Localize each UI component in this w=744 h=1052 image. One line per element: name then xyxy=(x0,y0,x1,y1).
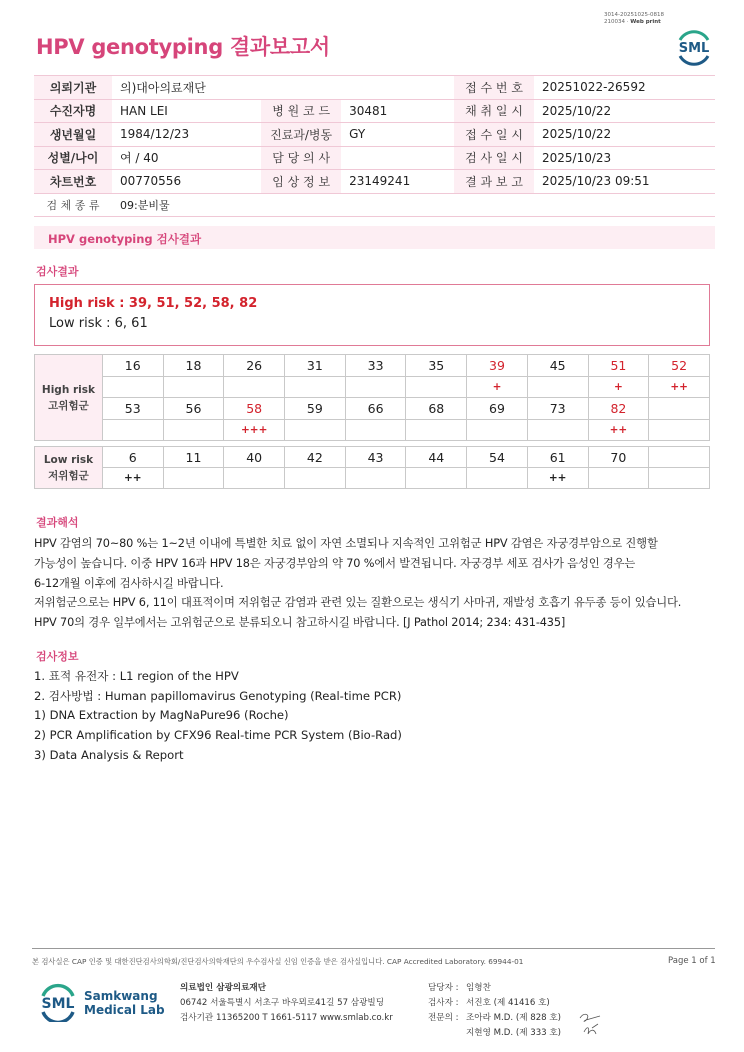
hpv-result-cell xyxy=(224,468,285,489)
hpv-type-cell: 40 xyxy=(224,447,285,468)
sml-logo-icon xyxy=(38,982,78,1022)
info-label: 의뢰기관 xyxy=(34,76,112,100)
hpv-type-cell: 39 xyxy=(467,355,528,377)
staff-row xyxy=(428,1026,561,1041)
hpv-type-cell: 45 xyxy=(527,355,588,377)
test-info-line: 2. 검사방법 : Human papillomavirus Genotyping (Real-time PCR) xyxy=(34,688,402,703)
hpv-type-cell xyxy=(649,447,710,468)
hpv-result-cell xyxy=(406,468,467,489)
hpv-result-cell: ++ xyxy=(527,468,588,489)
hpv-type-cell: 31 xyxy=(285,355,346,377)
svg-text:SML: SML xyxy=(678,41,710,56)
grid-label-en: Low risk xyxy=(43,453,94,466)
sml-logo xyxy=(674,26,714,66)
grid-type-row xyxy=(35,447,710,468)
staff-role: 전문의 : xyxy=(428,1013,459,1023)
staff-name: 서진호 (제 41416 호) xyxy=(466,998,550,1008)
hpv-type-cell: 18 xyxy=(163,355,224,377)
info-row xyxy=(34,146,715,170)
signature-image xyxy=(578,1010,612,1038)
interpretation-line: 저위험군으로는 HPV 6, 11이 대표적이며 저위험군 감염과 관련 있는 질환으로는 생식기 사마귀, 재발성 호흡기 유두종 등이 있습니다. xyxy=(34,596,682,610)
test-info-line: 1. 표적 유전자 : L1 region of the HPV xyxy=(34,669,239,683)
info-label: 임 상 정 보 xyxy=(261,170,341,194)
hpv-result-cell xyxy=(527,419,588,441)
interpretation-line: 6-12개월 이후에 검사하시길 바랍니다. xyxy=(34,576,224,590)
hpv-result-cell xyxy=(345,376,406,398)
hpv-type-cell: 16 xyxy=(102,355,163,377)
info-label: 담 당 의 사 xyxy=(261,146,341,170)
info-label: 차트번호 xyxy=(34,170,112,194)
info-value: 30481 xyxy=(341,99,454,123)
staff-role: 담당자 : xyxy=(428,983,459,993)
info-value: 2025/10/23 xyxy=(534,146,715,170)
info-value: 2025/10/22 xyxy=(534,123,715,147)
hpv-result-cell xyxy=(163,468,224,489)
hpv-result-cell xyxy=(163,376,224,398)
hpv-type-cell: 53 xyxy=(102,398,163,420)
hpv-result-cell xyxy=(649,419,710,441)
grid-label-en: High risk xyxy=(41,383,95,396)
hpv-type-cell: 11 xyxy=(163,447,224,468)
info-row xyxy=(34,76,715,100)
hpv-type-cell: 56 xyxy=(163,398,224,420)
info-label: 성별/나이 xyxy=(34,146,112,170)
staff-name: 임형찬 xyxy=(466,983,491,993)
info-value: HAN LEI xyxy=(112,99,261,123)
info-label: 채 취 일 시 xyxy=(454,99,534,123)
hpv-type-cell: 43 xyxy=(345,447,406,468)
hpv-result-cell xyxy=(345,468,406,489)
hpv-result-cell xyxy=(285,419,346,441)
hpv-type-cell: 6 xyxy=(102,447,163,468)
hpv-result-cell xyxy=(527,376,588,398)
staff-row xyxy=(428,981,561,996)
section-title: HPV genotyping 검사결과 xyxy=(34,226,715,249)
hpv-type-cell xyxy=(649,398,710,420)
grid-mark-row xyxy=(35,468,710,489)
info-label: 결 과 보 고 xyxy=(454,170,534,194)
hpv-type-cell: 58 xyxy=(224,398,285,420)
hpv-type-cell: 52 xyxy=(649,355,710,377)
staff-name: 지현영 M.D. (제 333 호) xyxy=(466,1028,562,1038)
specimen-label: 검 체 종 류 xyxy=(34,193,112,217)
hpv-type-cell: 51 xyxy=(588,355,649,377)
hpv-type-cell: 26 xyxy=(224,355,285,377)
result-summary-box xyxy=(34,284,710,346)
interpretation-line: HPV 감염의 70~80 %는 1~2년 이내에 특별한 치료 없이 자연 소멸되나 지속적인 고위험군 HPV 감염은 자궁경부암으로 진행할 xyxy=(34,537,658,550)
hpv-result-cell: ++ xyxy=(102,468,163,489)
info-row xyxy=(34,99,715,123)
hpv-type-cell: 68 xyxy=(406,398,467,420)
hpv-result-cell xyxy=(406,376,467,398)
info-value: GY xyxy=(341,123,454,147)
grid-label-ko: 저위험군 xyxy=(48,469,89,482)
hpv-result-cell xyxy=(163,419,224,441)
test-info-line: 2) PCR Amplification by CFX96 Real-time PCR System (Bio-Rad) xyxy=(34,728,402,743)
hpv-type-cell: 66 xyxy=(345,398,406,420)
hpv-type-cell: 69 xyxy=(467,398,528,420)
result-heading: 검사결과 xyxy=(36,265,79,278)
hpv-type-cell: 82 xyxy=(588,398,649,420)
low-risk-grid xyxy=(34,446,710,489)
staff-info xyxy=(428,981,561,1041)
info-blank xyxy=(261,76,454,100)
grid-label xyxy=(35,355,103,441)
specimen-value: 09:분비물 xyxy=(112,193,715,217)
svg-text:SML: SML xyxy=(41,996,75,1012)
grid-label xyxy=(35,447,103,489)
hpv-type-cell: 70 xyxy=(588,447,649,468)
info-value: 1984/12/23 xyxy=(112,123,261,147)
accreditation-note: 본 검사실은 CAP 인증 및 대한진단검사의학회/진단검사의학재단의 우수검사실 신임 인증을 받은 검사실입니다. CAP Accredited Laboratory. 69944-01 xyxy=(32,957,524,966)
hpv-result-cell xyxy=(285,376,346,398)
footer-divider xyxy=(32,948,715,949)
hpv-result-cell xyxy=(588,468,649,489)
info-label: 진료과/병동 xyxy=(261,123,341,147)
info-value: 2025/10/22 xyxy=(534,99,715,123)
hpv-result-cell xyxy=(467,419,528,441)
info-value xyxy=(341,146,454,170)
hpv-result-cell xyxy=(285,468,346,489)
info-label: 접 수 번 호 xyxy=(454,76,534,100)
interpretation-heading: 결과해석 xyxy=(36,516,79,529)
info-value: 20251022-26592 xyxy=(534,76,715,100)
hpv-result-cell: ++ xyxy=(649,376,710,398)
hpv-result-cell xyxy=(224,376,285,398)
grid-label-ko: 고위험군 xyxy=(48,399,89,412)
info-label: 수진자명 xyxy=(34,99,112,123)
test-info-line: 1) DNA Extraction by MagNaPure96 (Roche) xyxy=(34,708,289,723)
info-value: 23149241 xyxy=(341,170,454,194)
company-info: 의료법인 삼광의료재단 06742 서울특별시 서초구 바우뫼로41길 57 삼광빌딩 검사기관 11365200 T 1661-5117 www.smlab.co.kr xyxy=(180,983,393,1023)
test-info-text xyxy=(34,667,714,766)
hpv-type-cell: 61 xyxy=(527,447,588,468)
interpretation-text xyxy=(34,534,714,633)
hpv-result-cell xyxy=(345,419,406,441)
hpv-result-cell xyxy=(649,468,710,489)
hpv-type-cell: 42 xyxy=(285,447,346,468)
hpv-result-cell: + xyxy=(467,376,528,398)
staff-role: 검사자 : xyxy=(428,998,459,1008)
page-number: Page 1 of 1 xyxy=(668,956,716,966)
grid-mark-row xyxy=(35,419,710,441)
hpv-result-cell xyxy=(406,419,467,441)
staff-row xyxy=(428,996,561,1011)
hpv-result-cell xyxy=(467,468,528,489)
interpretation-line: 가능성이 높습니다. 이중 HPV 16과 HPV 18은 자궁경부암의 약 70 %에서 발견됩니다. 자궁경부 세포 검사가 음성인 경우는 xyxy=(34,556,636,570)
grid-mark-row xyxy=(35,376,710,398)
high-risk-summary: High risk : 39, 51, 52, 58, 82 xyxy=(49,296,258,311)
info-value: 의)대아의료재단 xyxy=(112,76,261,100)
hpv-result-cell: + xyxy=(588,376,649,398)
patient-info-table xyxy=(34,75,715,217)
high-risk-grid xyxy=(34,354,710,441)
samkwang-logo: SML Samkwang Medical Lab xyxy=(38,982,188,1022)
staff-row xyxy=(428,1011,561,1026)
info-row xyxy=(34,170,715,194)
hpv-type-cell: 73 xyxy=(527,398,588,420)
hpv-type-cell: 35 xyxy=(406,355,467,377)
hpv-result-cell xyxy=(102,419,163,441)
info-value: 여 / 40 xyxy=(112,146,261,170)
info-label: 생년월일 xyxy=(34,123,112,147)
hpv-result-cell xyxy=(102,376,163,398)
hpv-type-cell: 54 xyxy=(467,447,528,468)
test-info-heading: 검사정보 xyxy=(36,650,79,663)
low-risk-summary: Low risk : 6, 61 xyxy=(49,316,148,331)
info-row xyxy=(34,123,715,147)
info-label: 병 원 코 드 xyxy=(261,99,341,123)
grid-type-row xyxy=(35,355,710,377)
staff-name: 조아라 M.D. (제 828 호) xyxy=(466,1013,562,1023)
info-label: 검 사 일 시 xyxy=(454,146,534,170)
report-title: HPV genotyping 결과보고서 xyxy=(36,35,330,59)
info-label: 접 수 일 시 xyxy=(454,123,534,147)
hpv-type-cell: 33 xyxy=(345,355,406,377)
info-value: 00770556 xyxy=(112,170,261,194)
info-row-specimen xyxy=(34,193,715,217)
hpv-result-cell: ++ xyxy=(588,419,649,441)
staff-role xyxy=(428,1026,466,1041)
test-info-line: 3) Data Analysis & Report xyxy=(34,747,184,762)
info-value: 2025/10/23 09:51 xyxy=(534,170,715,194)
grid-type-row xyxy=(35,398,710,420)
hpv-result-cell: +++ xyxy=(224,419,285,441)
interpretation-line: HPV 70의 경우 일부에서는 고위험군으로 분류되오니 참고하시길 바랍니다. [J Pathol 2014; 234: 431-435] xyxy=(34,616,566,630)
hpv-type-cell: 59 xyxy=(285,398,346,420)
hpv-type-cell: 44 xyxy=(406,447,467,468)
document-id: 3014-20251025-0818 210034 · Web print xyxy=(604,12,664,25)
